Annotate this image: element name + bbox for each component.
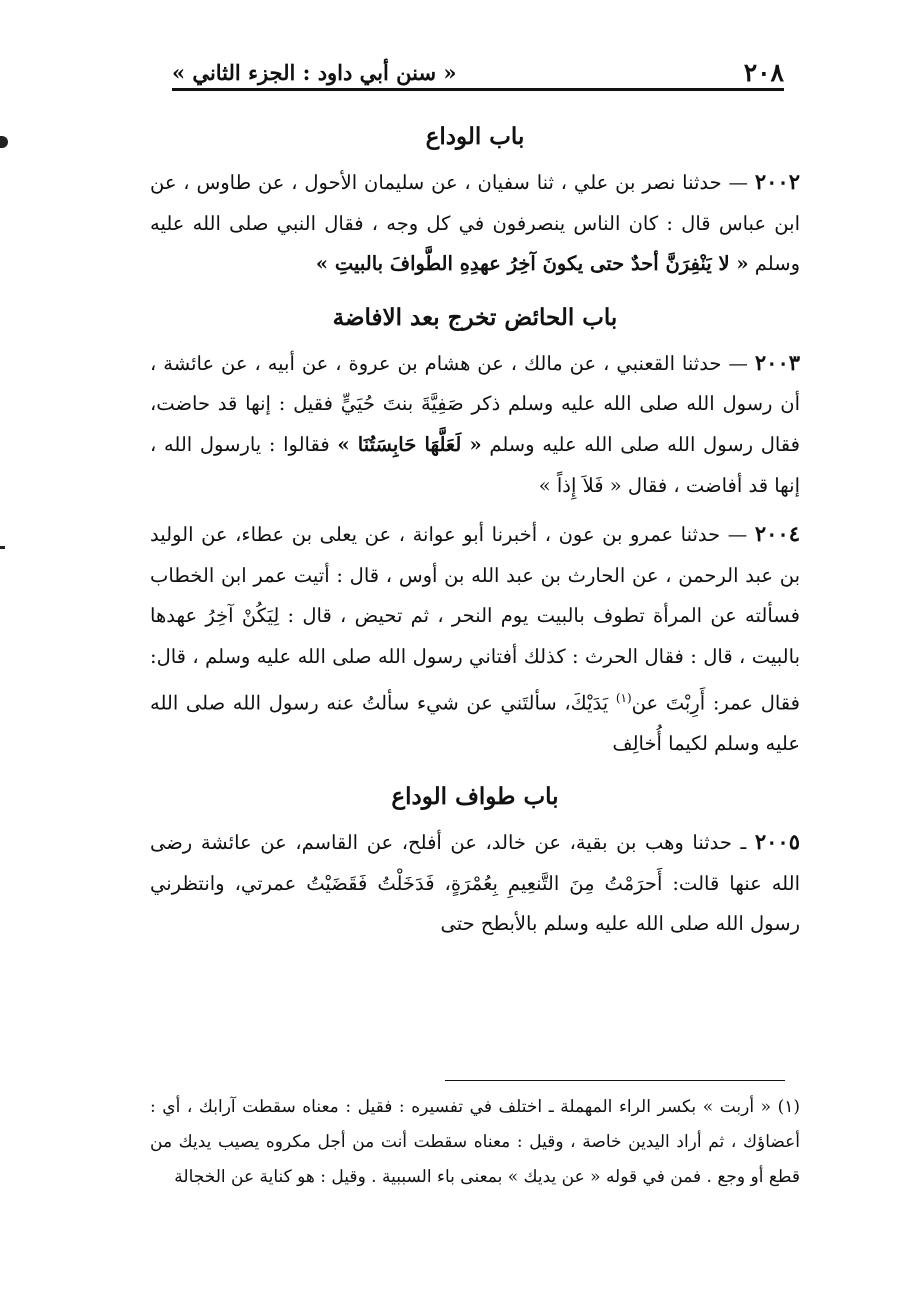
hadith-text: ـ حدثنا وهب بن بقية، عن خالد، عن أفلح، عن القاسم، عن عائشة رضى الله عنها قالت: أَحرَمْتُ مِنَ التَّنعِيمِ بِعُمْرَةٍ، فَدَخَلْتُ فَقَضَيْتُ عمرتي، وانتظرني رسول الله صلى الله عليه وسلم بالأبطح حتى: [150, 831, 800, 936]
hadith-paragraph: [150, 162, 800, 285]
hadith-text: — حدثنا القعنبي ، عن مالك ، عن هشام بن عروة ، عن أبيه ، عن عائشة ، أن رسول الله صلى الله عليه وسلم ذكر صَفِيَّةَ بنتَ حُيَيٍّ فقيل : إنها قد حاضت، فقال رسول الله صلى الله عليه وسلم: [150, 351, 800, 456]
hadith-text: — حدثنا نصر بن علي ، ثنا سفيان ، عن سليمان الأحول ، عن طاوس ، عن ابن عباس قال : كان الناس ينصرفون في كل وجه ، فقال النبي صلى الله عليه وسلم: [150, 171, 800, 276]
hadith-number: ٢٠٠٥: [754, 829, 800, 855]
section-heading: باب طواف الوداع: [391, 783, 559, 811]
prophetic-quote: « لَعَلَّهَا حَابِسَتُنَا »: [337, 432, 482, 456]
scan-edge-mark: [0, 136, 8, 148]
hadith-text: — حدثنا عمرو بن عون ، أخبرنا أبو عوانة ، عن يعلى بن عطاء، عن الوليد بن عبد الرحمن ، عن الحارث بن عبد الله بن أوس ، قال : أتيت عمر ابن الخطاب فسألته عن المرأة تطوف بالبيت يوم النحر ، ثم تحيض ، قال : لِيَكُنْ آخِرُ عهدها بالبيت ، قال : فقال الحرث : كذلك أفتاني رسول الله صلى الله عليه وسلم ، قال: فقال عمر: أَرِبْتَ عن: [150, 523, 800, 715]
footnotes: [150, 1090, 800, 1195]
footnote-rule: [445, 1080, 785, 1081]
scan-edge-mark: [0, 546, 5, 549]
page-header: [172, 52, 784, 92]
prophetic-quote: « لا يَنْفِرَنَّ أحدٌ حتى يكونَ آخِرُ عهدِهِ الطَّوافَ بالبيتِ »: [315, 252, 749, 276]
section-heading: باب الوداع: [425, 123, 525, 150]
running-title: « سنن أبي داود : الجزء الثاني »: [172, 59, 457, 85]
hadith-paragraph: [150, 343, 800, 506]
hadith-number: ٢٠٠٢: [754, 169, 800, 194]
hadith-tail: يَدَيْكَ، سألتَني عن شيء سألتُ عنه رسول الله صلى الله عليه وسلم لكيما أُخالِف: [150, 691, 800, 755]
hadith-number: ٢٠٠٣: [754, 349, 801, 375]
section-heading: باب الحائض تخرج بعد الافاضة: [332, 303, 618, 331]
hadith-number: ٢٠٠٤: [754, 521, 800, 547]
page-body: [150, 112, 800, 953]
page-number: ٢٠٨: [743, 57, 784, 87]
header-rule: [172, 88, 784, 91]
footnote-text: (١) « أربت » بكسر الراء المهملة ـ اختلف في تفسيره : فقيل : معناه سقطت آرابك ، أي : أعضاؤك ، ثم أراد اليدين خاصة ، وقيل : معناه سقطت أنت من أجل مكروه يصيب يديك من قطع أو وجع . فمن في قوله « عن يديك » بمعنى باء السببية . وقيل : هو كناية عن الخجالة: [150, 1097, 800, 1187]
hadith-paragraph: [150, 514, 800, 764]
hadith-tail: فقالوا : يارسول الله ، إنها قد أفاضت ، فقال « فَلاَ إِذاً »: [150, 432, 800, 497]
footnote-ref[interactable]: (١): [615, 690, 632, 705]
hadith-paragraph: [150, 822, 800, 945]
